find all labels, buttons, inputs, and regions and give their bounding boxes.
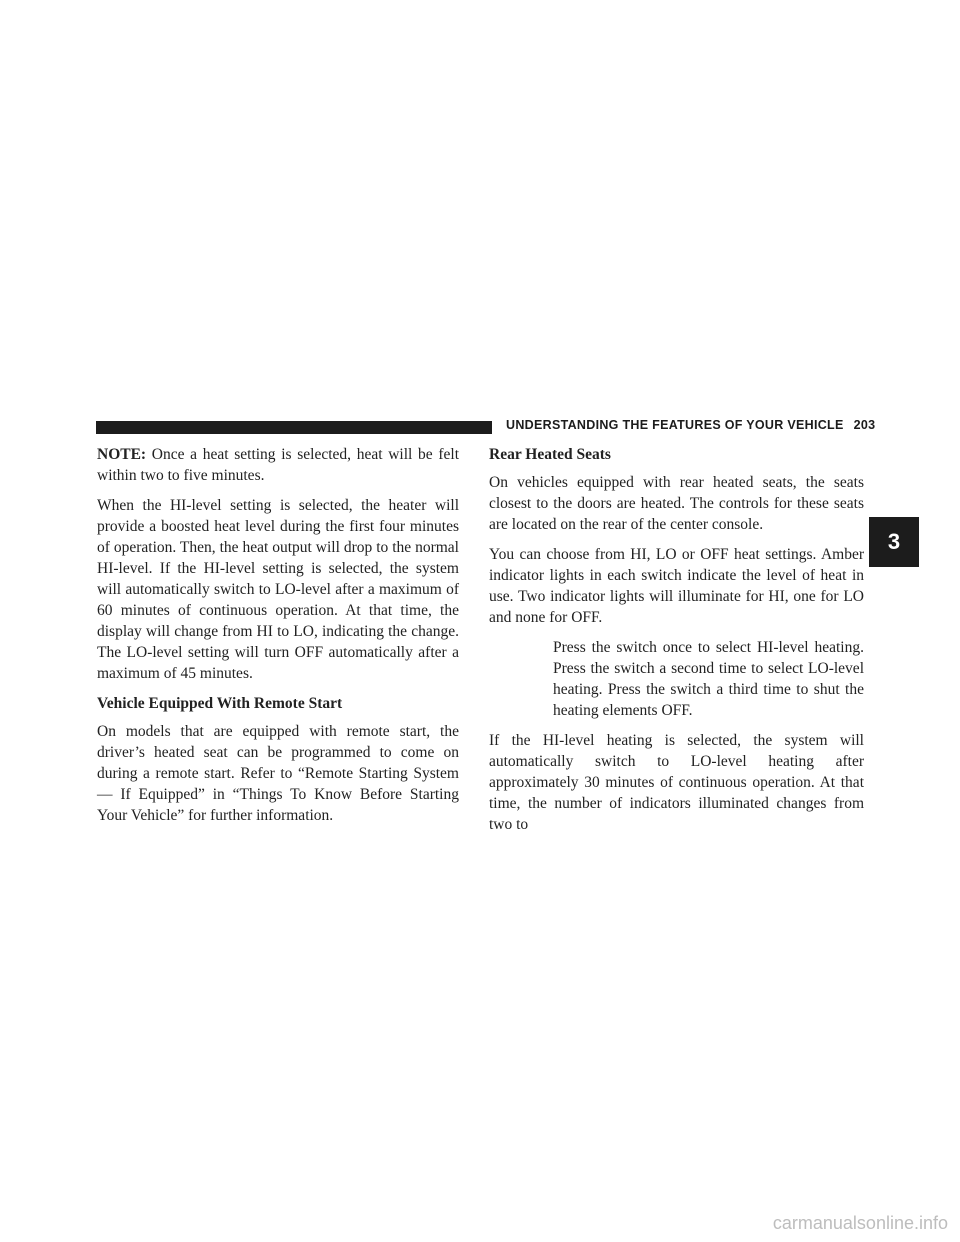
heat-settings-paragraph: You can choose from HI, LO or OFF heat settings. Amber indicator lights in each switch indicate the level of heat in use. Two indicator lights will illuminate for HI, one for LO and none for OFF. [489,546,864,626]
remote-start-paragraph: On models that are equipped with remote start, the driver’s heated seat can be programmed to come on during a remote start. Refer to “Remote Starting System — If Equipped” in “Things To Know Before Starting Your Vehicle” for further information. [97,723,459,824]
chapter-tab: 3 [869,517,919,567]
note-label: NOTE: [97,446,147,463]
press-switch-paragraph: Press the switch once to select HI-level heating. Press the switch a second time to select LO-level heating. Press the switch a third time to shut the heating elements OFF. [553,639,864,719]
note-text: Once a heat setting is selected, heat will be felt within two to five minutes. [97,446,459,484]
hi-level-paragraph: When the HI-level setting is selected, the heater will provide a boosted heat level during the first four minutes of operation. Then, the heat output will drop to the normal HI-level. If the HI-level setting is selected, the system will automatically switch to LO-level after a maximum of 60 minutes of continuous operation. At that time, the display will change from HI to LO, indicating the change. The LO-level setting will turn OFF automatically after a maximum of 45 minutes. [97,497,459,682]
running-header [506,418,876,432]
left-column [97,444,459,835]
remote-start-heading: Vehicle Equipped With Remote Start [97,695,343,712]
note-paragraph [97,444,459,486]
watermark: carmanualsonline.info [772,1213,948,1233]
rear-heated-seats-heading: Rear Heated Seats [489,446,611,463]
header-rule [96,421,492,434]
rear-intro-paragraph: On vehicles equipped with rear heated seats, the seats closest to the doors are heated. The controls for these seats are located on the rear of the center console. [489,474,864,533]
page-number: 203 [853,418,876,432]
section-title: UNDERSTANDING THE FEATURES OF YOUR VEHICLE [506,418,844,432]
auto-switch-paragraph: If the HI-level heating is selected, the system will automatically switch to LO-level heating after approximately 30 minutes of continuous operation. At that time, the number of indicators illuminated changes from two to [489,732,864,833]
right-column [489,444,864,844]
